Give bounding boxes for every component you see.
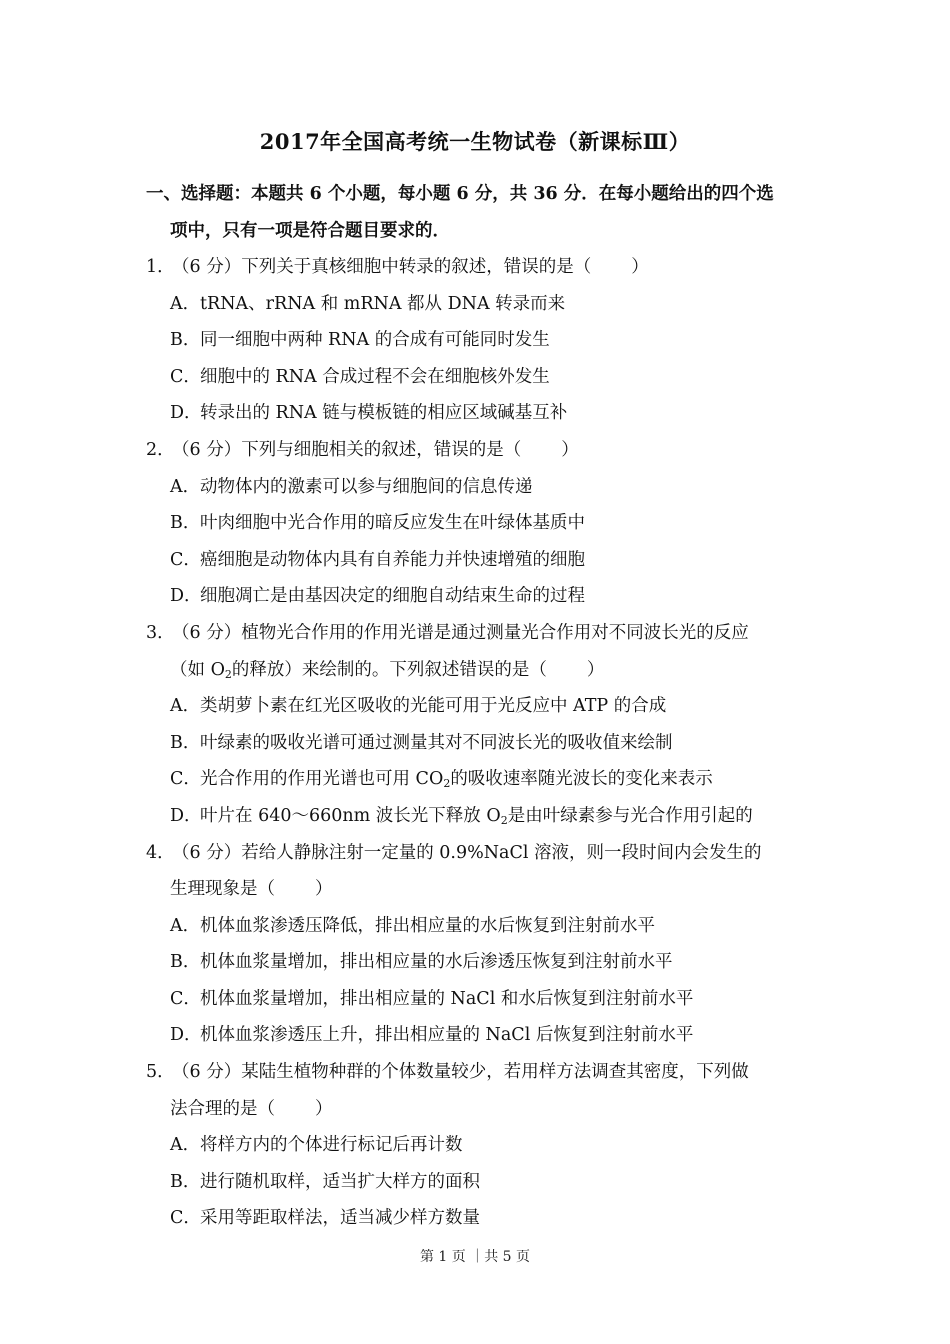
question-4-option-c: C．机体血浆量增加，排出相应量的 NaCl 和水后恢复到注射前水平: [170, 988, 694, 1009]
page-title: 2017年全国高考统一生物试卷（新课标Ⅲ）: [259, 129, 691, 154]
question-2-option-c: C．癌细胞是动物体内具有自养能力并快速增殖的细胞: [170, 549, 585, 570]
question-5-option-a: A．将样方内的个体进行标记后再计数: [170, 1135, 463, 1156]
question-5-option-b: B．进行随机取样，适当扩大样方的面积: [170, 1171, 480, 1192]
question-3-option-c: C．光合作用的作用光谱也可用 $CO_2$的吸收速率随光波长的变化来表示: [170, 769, 713, 791]
question-5-option-c: C．采用等距取样法，适当减少样方数量: [170, 1208, 480, 1229]
question-1-option-d: D．转录出的 RNA 链与模板链的相应区域碱基互补: [170, 403, 568, 424]
question-3-stem-continued: （如 $O_2$的释放）来绘制的。下列叙述错误的是（ ）: [170, 659, 605, 681]
question-2-option-b: B．叶肉细胞中光合作用的暗反应发生在叶绿体基质中: [170, 513, 585, 534]
page-footer: 第 1 页 ｜共 5 页: [419, 1249, 531, 1265]
question-4-option-b: B．机体血浆量增加，排出相应量的水后渗透压恢复到注射前水平: [170, 952, 673, 973]
question-1-option-c: C．细胞中的 RNA 合成过程不会在细胞核外发生: [170, 366, 550, 387]
question-3-option-d: D．叶片在 640～660nm 波长光下释放 $O_2$是由叶绿素参与光合作用引起的: [170, 805, 753, 827]
question-3-option-b: B．叶绿素的吸收光谱可通过测量其对不同波长光的吸收值来绘制: [170, 732, 673, 753]
question-list: [146, 249, 818, 1237]
question-3-stem: 3．（6 分）植物光合作用的作用光谱是通过测量光合作用对不同波长光的反应: [146, 622, 749, 643]
question-5-stem: 5．（6 分）某陆生植物种群的个体数量较少，若用样方法调查其密度，下列做: [146, 1062, 749, 1083]
question-4-option-d: D．机体血浆渗透压上升，排出相应量的 NaCl 后恢复到注射前水平: [170, 1025, 694, 1046]
question-1-option-a: A．tRNA、rRNA 和 mRNA 都从 DNA 转录而来: [170, 293, 566, 314]
section-heading-line-1: 一、选择题：本题共 6 个小题，每小题 6 分，共 36 分．在每小题给出的四个选: [146, 184, 774, 204]
question-1-stem: 1．（6 分）下列关于真核细胞中转录的叙述，错误的是（ ）: [146, 257, 649, 277]
question-2-stem: 2．（6 分）下列与细胞相关的叙述，错误的是（ ）: [146, 439, 579, 460]
question-2-option-a: A．动物体内的激素可以参与细胞间的信息传递: [170, 476, 533, 497]
question-4-option-a: A．机体血浆渗透压降低，排出相应量的水后恢复到注射前水平: [170, 915, 655, 936]
question-5-stem-continued: 法合理的是（ ）: [170, 1098, 333, 1119]
question-2-option-d: D．细胞凋亡是由基因决定的细胞自动结束生命的过程: [170, 586, 585, 607]
question-4-stem-continued: 生理现象是（ ）: [170, 879, 333, 900]
question-3-option-a: A．类胡萝卜素在红光区吸收的光能可用于光反应中 ATP 的合成: [170, 696, 667, 717]
section-heading: [146, 176, 818, 249]
section-heading-line-2: 项中，只有一项是符合题目要求的．: [170, 220, 450, 241]
question-4-stem: 4．（6 分）若给人静脉注射一定量的 0.9%NaCl 溶液，则一段时间内会发生的: [146, 842, 762, 863]
question-1-option-b: B．同一细胞中两种 RNA 的合成有可能同时发生: [170, 330, 550, 351]
